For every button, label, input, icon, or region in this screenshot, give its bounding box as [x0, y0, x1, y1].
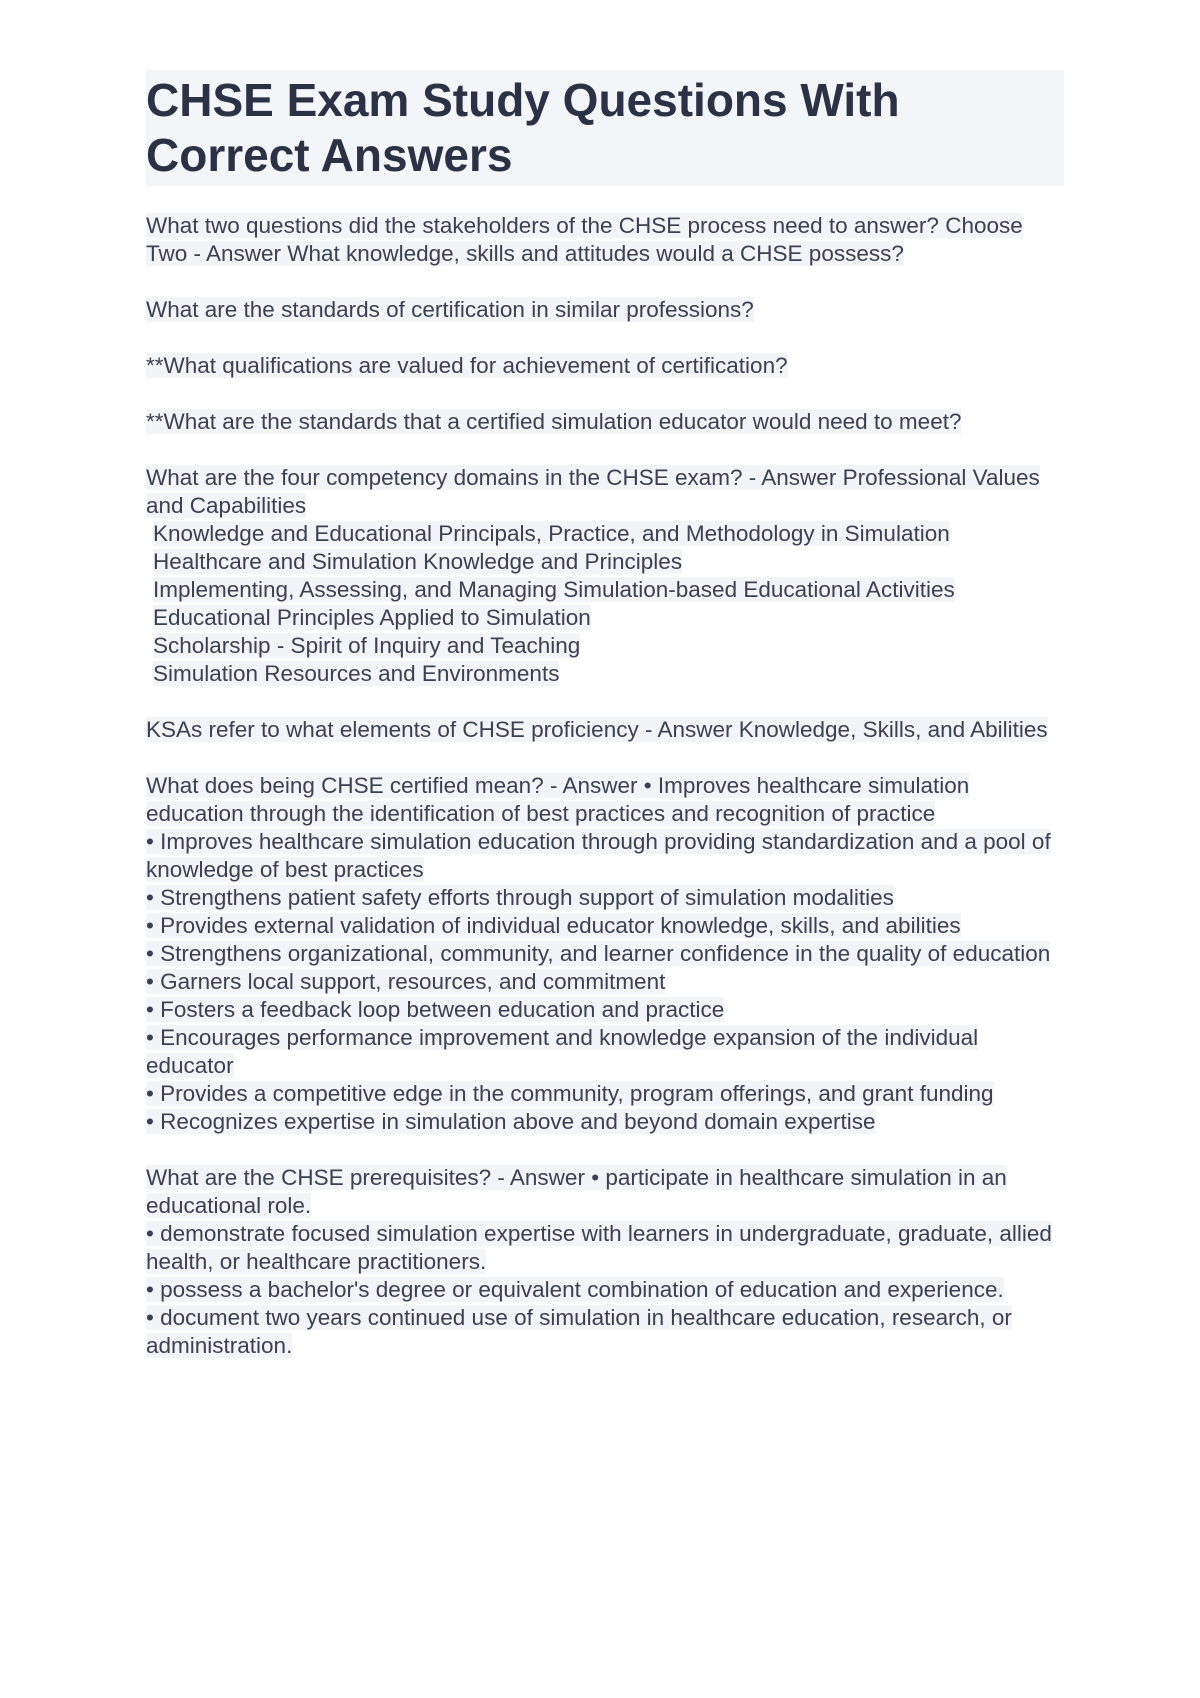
- question-text: What two questions did the stakeholders of the CHSE process need to answer? Choose Two - Answer What knowledge, skills and attitudes would a CHSE possess?: [146, 213, 1023, 266]
- domain-line: Simulation Resources and Environments: [153, 661, 560, 686]
- bullet-line: • Encourages performance improvement and knowledge expansion of the individual educator: [146, 1025, 979, 1078]
- domain-line: Healthcare and Simulation Knowledge and Principles: [153, 549, 683, 574]
- bullet-line: • Garners local support, resources, and commitment: [146, 969, 666, 994]
- qa-item-3: [146, 716, 1064, 744]
- document-body: [146, 212, 1064, 1360]
- bullet-line: • Provides a competitive edge in the community, program offerings, and grant funding: [146, 1081, 994, 1106]
- answer-option-text: What are the standards of certification in similar professions?: [146, 297, 754, 322]
- answer-option: [146, 296, 1064, 324]
- question-text: KSAs refer to what elements of CHSE proficiency - Answer Knowledge, Skills, and Abilities: [146, 717, 1048, 742]
- bullet-line: • document two years continued use of simulation in healthcare education, research, or administration.: [146, 1305, 1012, 1358]
- question-text: What does being CHSE certified mean? - Answer • Improves healthcare simulation education through the identification of best practices and recognition of practice: [146, 773, 970, 826]
- domain-line: Scholarship - Spirit of Inquiry and Teaching: [153, 633, 581, 658]
- bullet-line: • Recognizes expertise in simulation above and beyond domain expertise: [146, 1109, 876, 1134]
- qa-item-1: [146, 212, 1064, 268]
- domain-line: Educational Principles Applied to Simulation: [153, 605, 591, 630]
- question-text: What are the CHSE prerequisites? - Answer • participate in healthcare simulation in an educational role.: [146, 1165, 1007, 1218]
- qa-item-2: [146, 464, 1064, 688]
- bullet-line: • Improves healthcare simulation education through providing standardization and a pool of knowledge of best practices: [146, 829, 1051, 882]
- bullet-line: • Provides external validation of individual educator knowledge, skills, and abilities: [146, 913, 961, 938]
- bullet-line: • Strengthens organizational, community, and learner confidence in the quality of education: [146, 941, 1051, 966]
- answer-option-text: **What are the standards that a certified simulation educator would need to meet?: [146, 409, 962, 434]
- bullet-line: • Strengthens patient safety efforts through support of simulation modalities: [146, 885, 894, 910]
- bullet-line: • possess a bachelor's degree or equivalent combination of education and experience.: [146, 1277, 1004, 1302]
- bullet-line: • Fosters a feedback loop between education and practice: [146, 997, 725, 1022]
- qa-item-4: [146, 772, 1064, 1136]
- answer-option: [146, 352, 1064, 380]
- bullet-line: • demonstrate focused simulation expertise with learners in undergraduate, graduate, allied health, or healthcare practitioners.: [146, 1221, 1052, 1274]
- document-page: [146, 70, 1064, 1388]
- question-text: What are the four competency domains in the CHSE exam? - Answer Professional Values and Capabilities: [146, 465, 1040, 518]
- qa-item-5: [146, 1164, 1064, 1360]
- domain-line: Knowledge and Educational Principals, Practice, and Methodology in Simulation: [153, 521, 950, 546]
- domain-line: Implementing, Assessing, and Managing Simulation-based Educational Activities: [153, 577, 955, 602]
- title-block: [146, 70, 1064, 186]
- answer-option-text: **What qualifications are valued for achievement of certification?: [146, 353, 788, 378]
- answer-option: [146, 408, 1064, 436]
- document-title: CHSE Exam Study Questions With Correct Answers: [146, 74, 900, 181]
